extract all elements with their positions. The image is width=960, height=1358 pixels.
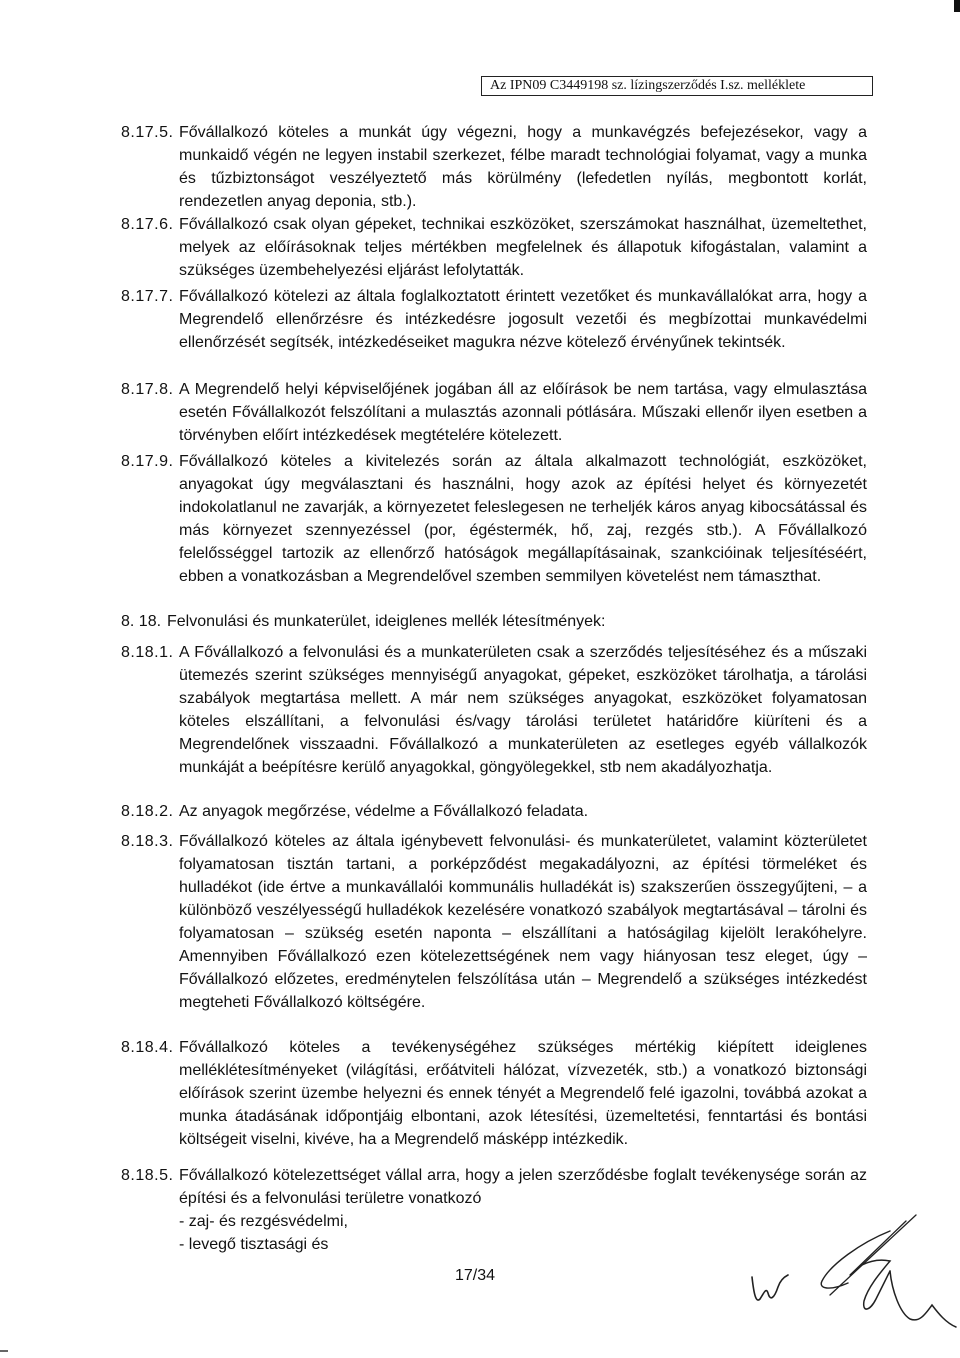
paragraph-8-18-1 — [121, 641, 867, 779]
handwritten-signatures — [730, 1195, 960, 1355]
paragraph-number: 8.17.8. — [121, 381, 174, 398]
paragraph-text: Fővállalkozó csak olyan gépeket, technikai eszközöket, szerszámokat használhat, üzemeltethet, melyek az előírásoknak teljes mértékben megfelelnek és állapotuk kifogástalan, valamint a szükséges üzembehelyezési eljárást lefolytatták. — [179, 216, 867, 279]
paragraph-8-17-8 — [121, 378, 867, 447]
paragraph-text: Az anyagok megőrzése, védelme a Fővállalkozó feladata. — [179, 803, 589, 820]
paragraph-number: 8.17.9. — [121, 453, 174, 470]
paragraph-text: Fővállalkozó köteles a kivitelezés során az általa alkalmazott technológiát, eszközöket, anyagokat úgy megválasztani és használni, hogy azok az építési helyet és környezetét indokolatlanul ne zavarják, a környezetet feleslegesen ne terheljék káros anyag kibocsátással és más környezet szennyezéssel (por, égéstermék, hő, zaj, rezgés stb.). A Fővállalkozó felelősséggel tartozik az ellenőrző hatóságok megállapításainak, szankcióinak teljesítéséért, ebben a vonatkozásban a Megrendelővel szemben semmilyen követelést nem támaszthat. — [179, 453, 867, 585]
list-item-air-quality: - levegő tisztasági és — [179, 1236, 329, 1253]
paragraph-text: Fővállalkozó köteles a tevékenységéhez szükséges mértékig kiépített ideiglenes melléklétesítményeket (világítási, erőátviteli hálózat, vízvezeték, stb.) a vonatkozó biztonsági előírások szerint üzembe helyezni és ennek tényét a Megrendelő felé igazolni, továbbá azokat a munka átadásának időpontjáig elbontani, azok létesítési, üzemeltetési, fenntartási és bontási költségeit viselni, kivéve, ha a Megrendelő másképp intézkedik. — [179, 1039, 867, 1148]
paragraph-8-17-9 — [121, 450, 867, 588]
paragraph-text: A Megrendelő helyi képviselőjének jogában áll az előírások be nem tartása, vagy elmulasztása esetén Fővállalkozót felszólítani a mulasztás azonnali pótlására. Műszaki ellenőr ilyen esetben a törvényben előírt intézkedések megtételére kötelezett. — [179, 381, 867, 444]
section-title: Felvonulási és munkaterület, ideiglenes mellék létesítmények: — [167, 613, 606, 630]
scan-edge-mark — [0, 1350, 8, 1352]
annex-header: Az IPN09 C3449198 sz. lízingszerződés I.sz. melléklete — [481, 76, 873, 96]
paragraph-number: 8.17.6. — [121, 216, 174, 233]
paragraph-number: 8.18.2. — [121, 803, 174, 820]
section-heading-8-18 — [121, 610, 867, 633]
paragraph-text: Fővállalkozó köteles az általa igénybevett felvonulási- és munkaterületet, valamint közterületet folyamatosan tisztán tartani, a porképződést megakadályozni, az építési törmeléket és hulladékot (ide értve a munkavállalói kommunális hulladékát is) szakszerűen összegyűjteni, – a különböző veszélyességű hulladékok kezelésére vonatkozó szabályok megtartásával – tárolni és folyamatosan – szükség esetén naponta – elszállítani a hatóságilag kijelölt lerakóhelyre. Amennyiben Fővállalkozó ezen kötelezettségének nem vagy hiányosan tesz eleget, úgy – Fővállalkozó előzetes, eredménytelen felszólítása után – Megrendelő a szükséges intézkedést megteheti Fővállalkozó költségére. — [179, 833, 867, 1011]
paragraph-8-18-4 — [121, 1036, 867, 1151]
paragraph-number: 8.17.5. — [121, 124, 174, 141]
page-number: 17/34 — [455, 1267, 496, 1284]
paragraph-number: 8.18.3. — [121, 833, 174, 850]
paragraph-8-18-3 — [121, 830, 867, 1014]
paragraph-text: Fővállalkozó köteles a munkát úgy végezni, hogy a munkavégzés befejezésekor, vagy a munkaidő végén ne legyen instabil szerkezet, félbe maradt technológiai folyamat, vagy a munka és tűzbiztonságot veszélyeztető más körülmény (lefedetlen nyílás, megbontott korlát, rendezetlen anyag deponia, stb.). — [179, 124, 867, 210]
paragraph-8-17-7 — [121, 285, 867, 354]
paragraph-8-17-6 — [121, 213, 867, 282]
list-item-noise-vibration: - zaj- és rezgésvédelmi, — [179, 1213, 348, 1230]
paragraph-number: 8.18.4. — [121, 1039, 174, 1056]
scan-edge-mark — [954, 0, 960, 12]
paragraph-number: 8.18.1. — [121, 644, 174, 661]
paragraph-text: Fővállalkozó kötelezettséget vállal arra, hogy a jelen szerződésbe foglalt tevékenysége során az építési és a felvonulási területre vonatkozó — [179, 1167, 867, 1207]
paragraph-number: 8.17.7. — [121, 288, 174, 305]
paragraph-8-17-5 — [121, 121, 867, 213]
paragraph-number: 8.18.5. — [121, 1167, 174, 1184]
paragraph-text: A Fővállalkozó a felvonulási és a munkaterületen csak a szerződés teljesítéséhez és a műszaki ütemezés szerint szükséges mennyiségű anyagokat, gépeket, eszközöket tárolhatja, a tárolási szabályok megtartása mellett. A már nem szükséges anyagokat, eszközöket folyamatosan köteles elszállítani, a felvonulási és/vagy tárolási területet határidőre kiüríteni és a Megrendelőnek visszaadni. Fővállalkozó a munkaterületen az esetleges egyéb vállalkozók munkáját a beépítésre kerülő anyagokkal, göngyölegekkel, stb nem akadályozhatja. — [179, 644, 867, 776]
paragraph-text: Fővállalkozó kötelezi az általa foglalkoztatott érintett vezetőket és munkavállalókat arra, hogy a Megrendelő ellenőrzésre és intézkedésre jogosult vezetői és megbízottai munkavédelmi ellenőrzését segítsék, intézkedéseiket magukra nézve kötelező érvényűnek tekintsék. — [179, 288, 867, 351]
paragraph-8-18-2 — [121, 800, 867, 823]
section-number: 8. 18. — [121, 613, 162, 630]
